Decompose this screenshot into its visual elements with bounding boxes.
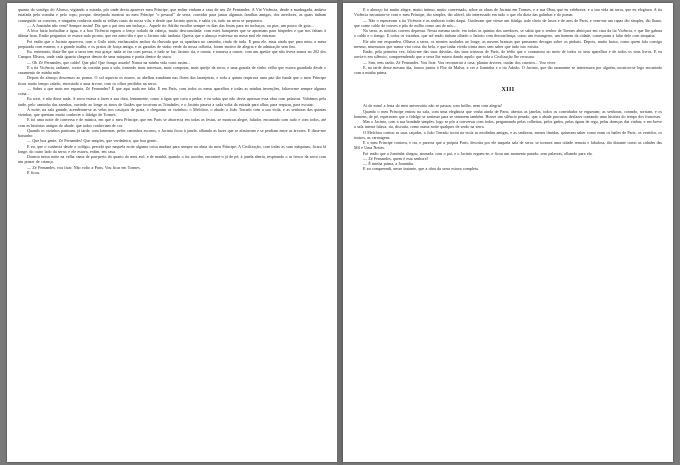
paragraph: — Que boa gente, Zé Fernandes! Que simples, que verdadeira, que boa gente... — [27, 138, 159, 144]
paragraph: E eu compreendi, nesse instante, que a obra da serra estava completa. — [363, 166, 479, 172]
paragraph: — Oh Zé Fernandes, que caldo! Que pão! Que frango assado! Nunca na minha vida comi assim... — [27, 59, 191, 65]
paragraph: E foi uma noite de conversa e de música, em que o meu Príncipe, que em Paris se aborrecia em todas as festas, se mostrou alegre, falador, encantado com tudo e com todos, até com as histórias antigas do abade, que todos conheciam de cor. — [18, 117, 326, 128]
paragraph: — Zé Fernandes, quem é esta senhora? — [363, 155, 429, 161]
paragraph: Foi então que a Joaninha chegou, atrasada, com o pai, e o Jacinto ergueu-se, e ficou um momento parado, sem palavras, olhando para ela. — [363, 150, 593, 156]
paragraph: — É minha prima, a Joaninha. — [363, 161, 414, 166]
paragraph: E eu, que o conhecia desde o colégio, percebi que naquela noite alguma coisa mudara para sempre na alma do meu Príncipe. A Civilização, com todas as suas máquinas, ficara lá longe, do outro lado da serra; e ele estava, enfim, em casa. — [18, 143, 326, 154]
paragraph: Na serra, as notícias correm depressa. Nessa mesma tarde, em todas as quintas dos arredores, se sabia que o senhor de Tormes almoçara em casa da tia Vicência, e que lhe gabara o caldo e o frango. E todos os vizinhos, que até então tinham olhado o Jacinto com desconfiança, como um estrangeiro, um homem da cidade, começaram a falar dele com simpatia. — [354, 28, 662, 39]
paragraph: Eu, entretanto, dizia-lhe que a serra tem esta graça: nada se faz com pressa, e tudo se faz. Jacinto ria, e comia, e tornava a comer, com um apetite que não tivera nunca no 202 dos Campos Elíseos, onde cada iguaria chegava dentro de uma máquina e partia dentro de outra. — [18, 49, 326, 60]
paragraph: Então, pela primeira vez, falou-me das suas dúvidas, das suas tristezas de Paris, do tédio que o consumira no meio de todos os seus aparelhos e de todos os seus livros. E eu ouvia-o em silêncio, compreendendo que a serra lhe estava dando aquilo que toda a Civilização lhe recusara. — [354, 49, 662, 60]
paragraph: — Não o esperavam a tia Vicência e as senhoras todas daqui. Cuidavam que viesse um fidalgo todo cheio de luxos e de ares de Paris, e vem-me um rapaz tão simples, tão lhano, que come caldo de couves e pão de milho como um de nós... — [354, 17, 662, 28]
paragraph: — Sabes o que mais me espanta, Zé Fernandes? É que aqui nada me falta. E em Paris, com todos os meus aparelhos e todas as minhas invenções, faltava-me sempre alguma coisa... — [18, 85, 326, 96]
paragraph: Dormiu nessa noite na velha cama de pau-preto do quarto do meu avô, e de manhã, quando o fui acordar, encontrei-o já de pé, à janela aberta, respirando o ar fresco da serra com um prazer de criança. — [18, 154, 326, 165]
paragraph: O Melchior contou as suas caçadas, o João Torrado tocou na viola as modinhas antigas, e as senhoras, menos tímidas, quiseram saber como eram os bailes de Paris, os vestidos, os teatros, as carruagens. — [354, 129, 662, 140]
paragraph: Quando os vizinhos partiram, já tarde, com lanternas, pelos caminhos escuros, o Jacinto ficou à janela, olhando as luzes que se afastavam e se perdiam entre as árvores. E disse-me baixinho: — [18, 127, 326, 138]
paragraph: E, na tarde desse mesmo dia, fomos juntos à Flor da Malva, a ver a Joaninha e o tio Adrião. O Jacinto, que tão raramente se interessava por alguém, mostrou-se logo encantado com a minha prima. — [354, 64, 662, 75]
paragraph: E o almoço foi muito alegre, muito íntimo, muito conversado, sobre as obras de Jacinto em Tormes, e a sua Obra, que eu celebrava, e a sua vida na serra, que eu elogiava. A tia Vicência encantara-se com o meu Príncipe, tão simples, tão afável, tão interessado em tudo o que ela dizia das galinhas e do pomar. — [354, 7, 662, 18]
left-page — [7, 3, 337, 462]
right-page — [343, 3, 673, 462]
paragraph: Foi então que o Jacinto apareceu, com o Grilo atrás, encharcados ambos da chuvada que os apanhara no caminho, rindo de tudo. E para ele, mais ainda que para mim, a mesa preparada com esmero, e a grande toalha, e os pratos de louça antiga, e as garrafas de vinho verde da nossa colheita, foram motivo de alegria e de admiração sem fim. — [18, 38, 326, 49]
paragraph: quanto do sossêgo do Afonso, vigiando a estrada, pôr onde devia aparecer meu Príncipe, que enfim vinham a casa de seu Zé Fernandes. A Via Vicência, desde a madrugada, andava estafada pela cozinha e pelo copo, porque, desejando mostrar ao meu Príncipe "o pessoal" de serra, convidar para jantar algumas famílias amigas, dos arredores, as quais tinham conseguido os convites, e ninguém conhecia ainda as velhas casas da nossa vila, e desde que Jacinto queria, e sabia vir, tudo na serra se preparava. — [18, 7, 326, 23]
paragraph: E ficou. — [27, 169, 41, 175]
paragraph: Depois do almoço descemos ao pomar. O sol aquecia os muros, as abelhas zumbiam nas flores das laranjeiras, e toda a quinta respirava uma paz tão funda que o meu Príncipe ficou muito tempo calado, encostado a uma árvore, com os olhos perdidos na serra. — [18, 75, 326, 86]
paragraph: Ele não me respondeu. Olhava a serra, os montes azulados ao longe, as nuvens brancas que passavam devagar sobre os pinhais. Depois, muito baixo, como quem fala consigo mesmo, murmurou que nunca vira coisa tão bela, e que tinha vivido trinta anos sem saber que tudo isto existia. — [354, 38, 662, 49]
paragraph: — Zé Fernandes, vou ficar. Não volto a Paris. Vou ficar em Tormes. — [27, 164, 141, 170]
chapter-title: XIII — [501, 87, 515, 94]
paragraph: — A Joaninha não vem? Sempre assim! Diz que o pai tem um inchaço... Aquele tio Adrião escolhe sempre os dias das festas para ter inchaços, ou pior, um pouco de gota... — [27, 22, 314, 28]
paragraph: — Sim, tens razão, Zé Fernandes. Vou ficar. Vou reconstruir a casa, plantar árvores, cuidar dos caseiros... Vou viver. — [363, 59, 557, 65]
paragraph: Ai de mim! a festa do meu aniversário não se passou com brilho, nem com alegria! — [363, 103, 502, 109]
paragraph: Quando o meu Príncipe entrou na sala, com uma elegância que vinha ainda de Paris, abertas as janelas, todos os convidados se ergueram; as senhoras, corando, sorriam, e os homens, de pé, esperavam que o fidalgo se sentasse para se sentarem também. Houve um silêncio pesado, que o abade procurou desfazer contando uma história do tempo dos franceses. — [354, 108, 662, 119]
paragraph: Mas o Jacinto, com a sua bondade simples, logo se pôs a conversar com todos, perguntando pelas colheitas, pelos gados, pelas águas de rega, pelas doenças das vinhas; e em breve a sala inteira falava, ria, discutia, como numa noite qualquer de serão na serra. — [354, 119, 662, 130]
paragraph: E o meu Príncipe contava, e ria, e parecia que a própria Paris, descrita por ele naquela sala de serra, se tornava uma cidade remota e fabulosa, tão distante como as cidades das Mil e Uma Noites. — [354, 140, 662, 151]
paragraph: A bica fazia borbulhar a água, e a boa Vicência ergueu o lenço rodado da cabeça, muito desconsolada: com estes banquetes que se aprontam para hóspedes e que nos faltam à última hora. Então perguntou se estava tudo pronto, que era meio-dia e que o Jacinto não tardaria. Queria que o almoço estivesse na mesa mal ele entrasse. — [18, 28, 326, 39]
paragraph: À noite, na sala grande, acenderam-se as velas nos castiçais de prata, e chegaram os vizinhos: o Melchior, o abade, o João Torrado com a sua viola, e as senhoras das quintas vizinhas, que queriam muito conhecer o fidalgo de Tormes. — [18, 106, 326, 117]
paragraph: Eu sorri, e não disse nada. A serra estava a fazer a sua obra, lentamente, como a água que cava a pedra; e eu sabia que não devia apressar essa obra com palavras. Voltámos pela tarde, pelo caminho das azenhas, ouvindo ao longe os sinos de Guiães que tocavam as Trindades, e o Jacinto parava a cada volta da estrada para olhar, para respirar, para escutar. — [18, 96, 326, 107]
paragraph: E a tia Vicência, radiante, corria da cozinha para a sala, trazendo mais travessas, mais compotas, mais queijo da serra, e uma garrafa de vinho velho que estava guardada desde o casamento de minha mãe. — [18, 64, 326, 75]
